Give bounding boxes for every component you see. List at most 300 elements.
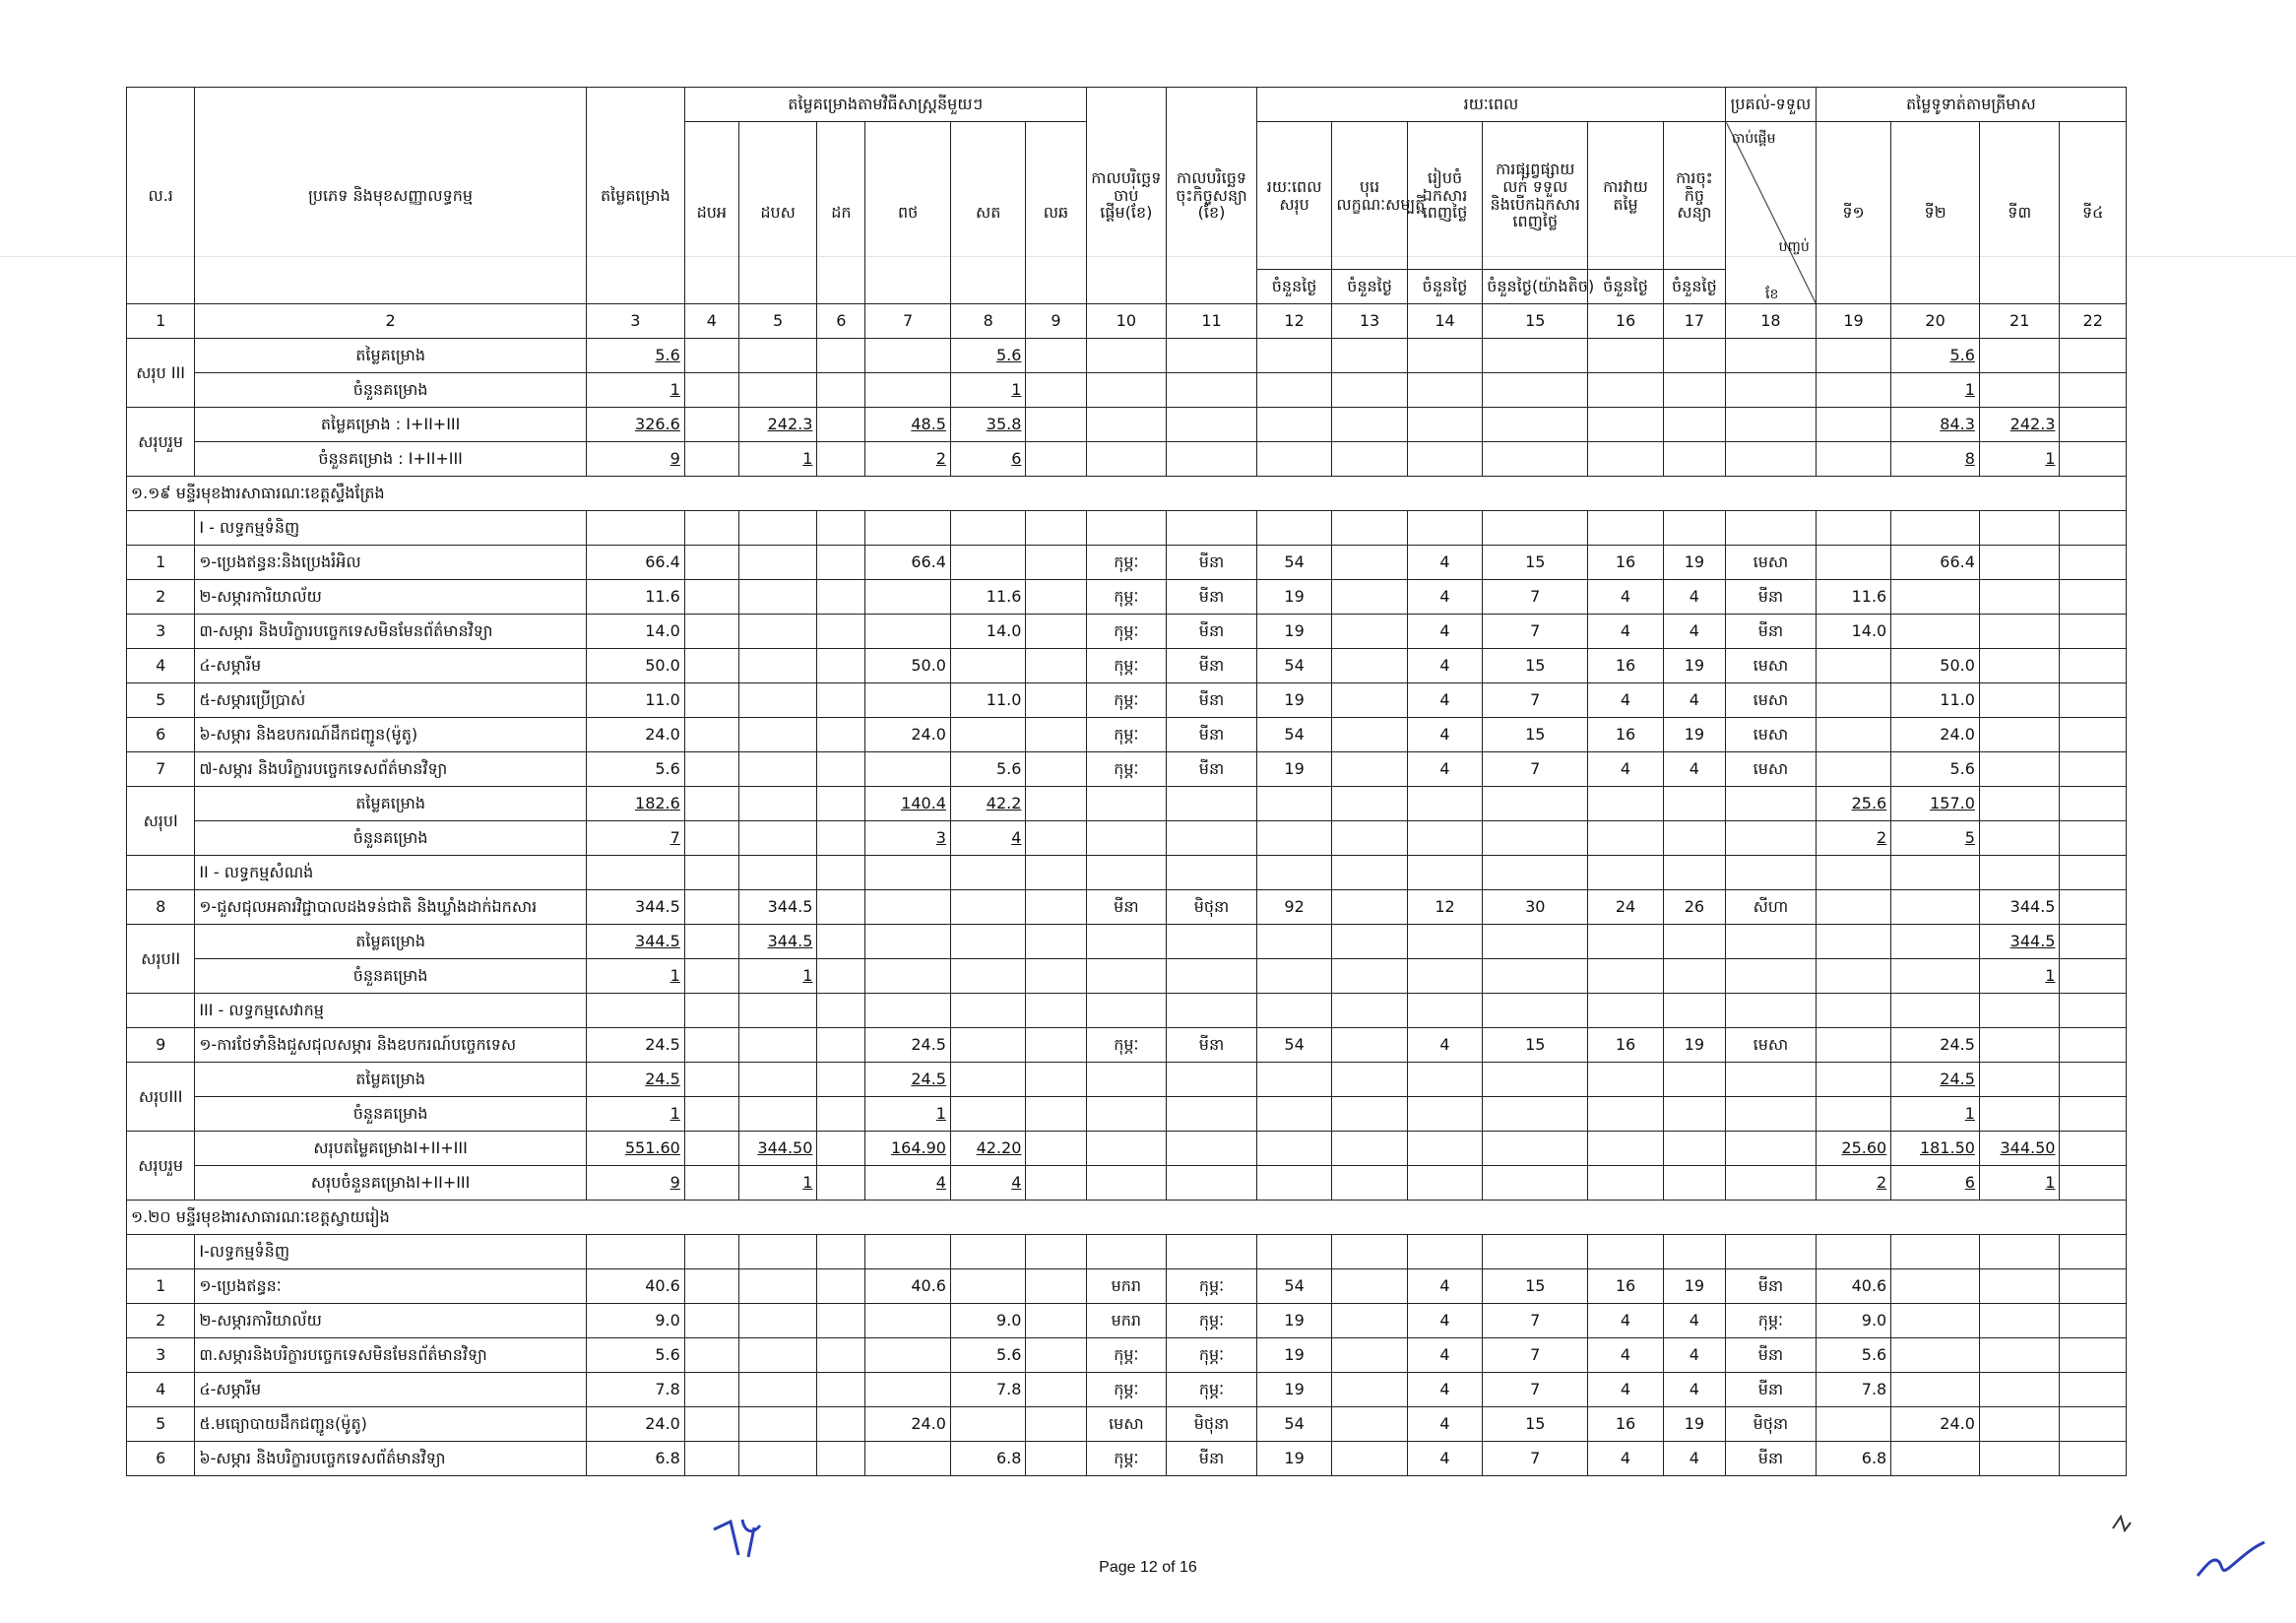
subtotal-row [127, 1097, 2127, 1132]
empty-cell [817, 1028, 865, 1063]
empty-cell [2060, 821, 2127, 856]
item-name: ២-សម្ភារការិយាល័យ [195, 1304, 587, 1338]
empty-cell [1256, 1235, 1331, 1269]
source-value: 24.5 [865, 1028, 951, 1063]
empty-cell [1663, 856, 1725, 890]
empty-cell [1483, 1097, 1588, 1132]
empty-cell [950, 546, 1025, 580]
empty-cell [1167, 511, 1257, 546]
empty-cell [1086, 925, 1167, 959]
source-value: 24.0 [865, 1407, 951, 1442]
subtotal-row [127, 821, 2127, 856]
empty-cell [1588, 821, 1663, 856]
subtotal-line: ចំនួនគម្រោង : I+II+III [195, 442, 587, 477]
item-cost: 344.5 [586, 890, 684, 925]
empty-cell [1483, 408, 1588, 442]
item-row [127, 649, 2127, 683]
group-title: II - លទ្ធកម្មសំណង់ [195, 856, 587, 890]
source-value: 5.6 [950, 1338, 1025, 1373]
empty-cell [684, 649, 738, 683]
empty-cell [1256, 511, 1331, 546]
column-number: 11 [1167, 304, 1257, 339]
empty-cell [684, 1166, 738, 1201]
subtotal-line: សរុបតម្លៃគម្រោងI+II+III [195, 1132, 587, 1166]
empty-cell [1407, 994, 1482, 1028]
start-month: កុម្ភៈ [1086, 1028, 1167, 1063]
empty-cell [950, 1063, 1025, 1097]
empty-cell [1663, 1132, 1725, 1166]
initial-signature-left [709, 1512, 768, 1561]
item-cost: 24.5 [586, 1028, 684, 1063]
item-number: 6 [127, 1442, 195, 1476]
sign-month: មីនា [1167, 546, 1257, 580]
start-month: មករា [1086, 1269, 1167, 1304]
empty-cell [817, 580, 865, 615]
empty-cell [865, 1442, 951, 1476]
empty-cell [817, 821, 865, 856]
duration-days [1332, 718, 1407, 752]
empty-cell [1026, 856, 1086, 890]
subtotal-source-count: 2 [865, 442, 951, 477]
item-name: ៥.មធ្យោបាយដឹកជញ្ជូន(ម៉ូតូ) [195, 1407, 587, 1442]
subtotal-cost: 344.5 [586, 925, 684, 959]
empty-cell [817, 1132, 865, 1166]
item-name: ១-ប្រេងឥន្ធនៈ [195, 1269, 587, 1304]
subtotal-quarter-value: 25.6 [1816, 787, 1890, 821]
empty-cell [2060, 649, 2127, 683]
empty-cell [1483, 959, 1588, 994]
empty-cell [1588, 787, 1663, 821]
quarter-header: ទី៣ [1979, 122, 2060, 304]
subtotal-label: សរុបIII [127, 1063, 195, 1132]
subtotal-line: ចំនួនគម្រោង [195, 373, 587, 408]
empty-cell [2060, 408, 2127, 442]
days-label: ចំនួនថ្ងៃ [1407, 270, 1482, 304]
empty-cell [1816, 752, 1890, 787]
sign-month: កុម្ភៈ [1167, 1269, 1257, 1304]
empty-cell [127, 994, 195, 1028]
item-number: 5 [127, 1407, 195, 1442]
duration-days: 54 [1256, 649, 1331, 683]
empty-cell [817, 373, 865, 408]
item-name: ៤-សម្ភារីម [195, 1373, 587, 1407]
col-sign-header: កាលបរិច្ឆេទចុះកិច្ចសន្យា (ខែ) [1167, 88, 1257, 304]
duration-days: 7 [1483, 1304, 1588, 1338]
empty-cell [865, 925, 951, 959]
quarter-value: 11.0 [1891, 683, 1980, 718]
subtotal-count: 1 [586, 959, 684, 994]
receive-month: មីនា [1726, 1442, 1817, 1476]
subtotal-label: សរុបI [127, 787, 195, 856]
duration-days: 19 [1256, 580, 1331, 615]
duration-days: 7 [1483, 615, 1588, 649]
empty-cell [127, 511, 195, 546]
empty-cell [1332, 994, 1407, 1028]
subtotal-quarter-count: 2 [1816, 821, 1890, 856]
quarter-value: 14.0 [1816, 615, 1890, 649]
empty-cell [1726, 1235, 1817, 1269]
subtotal-quarter-count: 1 [1979, 442, 2060, 477]
empty-cell [1588, 339, 1663, 373]
empty-cell [2060, 752, 2127, 787]
empty-cell [2060, 546, 2127, 580]
days-label: ចំនួនថ្ងៃ [1256, 270, 1331, 304]
empty-cell [684, 925, 738, 959]
empty-cell [1332, 925, 1407, 959]
duration-days: 12 [1407, 890, 1482, 925]
empty-cell [1891, 1373, 1980, 1407]
subtotal-line: តម្លៃគម្រោង [195, 787, 587, 821]
duration-days: 54 [1256, 1407, 1331, 1442]
duration-days: 4 [1407, 580, 1482, 615]
duration-days: 4 [1588, 1338, 1663, 1373]
empty-cell [684, 752, 738, 787]
days-label: ចំនួនថ្ងៃ(យ៉ាងតិច) [1483, 270, 1588, 304]
duration-days: 19 [1663, 546, 1725, 580]
empty-cell [1726, 925, 1817, 959]
item-cost: 66.4 [586, 546, 684, 580]
empty-cell [127, 856, 195, 890]
empty-cell [738, 1304, 817, 1338]
empty-cell [1256, 1063, 1331, 1097]
empty-cell [1891, 925, 1980, 959]
empty-cell [684, 1028, 738, 1063]
item-number: 1 [127, 1269, 195, 1304]
empty-cell [1026, 339, 1086, 373]
item-number: 8 [127, 890, 195, 925]
empty-cell [1483, 1235, 1588, 1269]
subtotal-quarter-value: 242.3 [1979, 408, 2060, 442]
duration-days: 7 [1483, 683, 1588, 718]
empty-cell [1726, 959, 1817, 994]
empty-cell [1332, 821, 1407, 856]
source-value: 24.0 [865, 718, 951, 752]
duration-days: 19 [1256, 1442, 1331, 1476]
sign-month: មិថុនា [1167, 1407, 1257, 1442]
empty-cell [1026, 511, 1086, 546]
empty-cell [1663, 511, 1725, 546]
empty-cell [1483, 1132, 1588, 1166]
subtotal-count: 9 [586, 1166, 684, 1201]
empty-cell [1816, 718, 1890, 752]
receive-month: មេសា [1726, 683, 1817, 718]
receive-month: មីនា [1726, 1338, 1817, 1373]
empty-cell [1726, 1097, 1817, 1132]
subtotal-quarter-count: 8 [1891, 442, 1980, 477]
group-row [127, 856, 2127, 890]
duration-days: 4 [1663, 615, 1725, 649]
source-col-header: លឆ [1026, 122, 1086, 304]
empty-cell [1167, 408, 1257, 442]
duration-days: 54 [1256, 718, 1331, 752]
start-month: កុម្ភៈ [1086, 615, 1167, 649]
empty-cell [1483, 994, 1588, 1028]
empty-cell [865, 373, 951, 408]
procurement-plan-table [126, 87, 2127, 1476]
empty-cell [2060, 1235, 2127, 1269]
empty-cell [865, 339, 951, 373]
duration-days: 4 [1407, 1373, 1482, 1407]
days-label: ចំនួនថ្ងៃ [1663, 270, 1725, 304]
item-cost: 11.0 [586, 683, 684, 718]
empty-cell [1726, 373, 1817, 408]
empty-cell [2060, 1028, 2127, 1063]
duration-days: 4 [1407, 1338, 1482, 1373]
empty-cell [1407, 1132, 1482, 1166]
empty-cell [738, 1269, 817, 1304]
empty-cell [950, 994, 1025, 1028]
duration-days: 19 [1256, 1373, 1331, 1407]
empty-cell [1979, 511, 2060, 546]
empty-cell [1026, 442, 1086, 477]
item-number: 4 [127, 649, 195, 683]
receive-month: កុម្ភៈ [1726, 1304, 1817, 1338]
subtotal-source-count: 6 [950, 442, 1025, 477]
duration-days: 24 [1588, 890, 1663, 925]
empty-cell [817, 1373, 865, 1407]
receive-month: មេសា [1726, 649, 1817, 683]
empty-cell [1026, 925, 1086, 959]
duration-days: 4 [1407, 649, 1482, 683]
quarter-value: 40.6 [1816, 1269, 1890, 1304]
empty-cell [950, 959, 1025, 994]
item-number: 2 [127, 580, 195, 615]
empty-cell [1891, 1338, 1980, 1373]
empty-cell [2060, 580, 2127, 615]
empty-cell [1332, 1097, 1407, 1132]
source-value: 7.8 [950, 1373, 1025, 1407]
sign-month: មីនា [1167, 1028, 1257, 1063]
empty-cell [684, 1269, 738, 1304]
receive-month: មីនា [1726, 580, 1817, 615]
empty-cell [950, 856, 1025, 890]
empty-cell [127, 1235, 195, 1269]
subtotal-quarter-value: 181.50 [1891, 1132, 1980, 1166]
empty-cell [1663, 1166, 1725, 1201]
empty-cell [1026, 1338, 1086, 1373]
subtotal-row [127, 1166, 2127, 1201]
source-value: 66.4 [865, 546, 951, 580]
subtotal-source-value: 42.20 [950, 1132, 1025, 1166]
empty-cell [865, 1304, 951, 1338]
empty-cell [738, 1028, 817, 1063]
duration-days: 15 [1483, 649, 1588, 683]
subtotal-quarter-count: 1 [1891, 1097, 1980, 1132]
duration-days: 54 [1256, 546, 1331, 580]
subtotal-source-count: 4 [950, 1166, 1025, 1201]
subtotal-source-value: 344.50 [738, 1132, 817, 1166]
empty-cell [738, 1407, 817, 1442]
item-cost: 50.0 [586, 649, 684, 683]
empty-cell [817, 1442, 865, 1476]
subtotal-source-value: 140.4 [865, 787, 951, 821]
duration-days [1332, 1338, 1407, 1373]
empty-cell [1979, 718, 2060, 752]
empty-cell [1026, 580, 1086, 615]
duration-days [1332, 649, 1407, 683]
empty-cell [1979, 1338, 2060, 1373]
empty-cell [1663, 442, 1725, 477]
quarter-value: 50.0 [1891, 649, 1980, 683]
empty-cell [2060, 1132, 2127, 1166]
empty-cell [1483, 1166, 1588, 1201]
duration-days: 16 [1588, 649, 1663, 683]
empty-cell [1026, 752, 1086, 787]
empty-cell [684, 408, 738, 442]
empty-cell [1588, 925, 1663, 959]
subtotal-source-count: 4 [950, 821, 1025, 856]
duration-days: 4 [1407, 1028, 1482, 1063]
empty-cell [817, 856, 865, 890]
receive-month: មីនា [1726, 615, 1817, 649]
subtotal-row [127, 373, 2127, 408]
quarter-value: 66.4 [1891, 546, 1980, 580]
empty-cell [2060, 1304, 2127, 1338]
subtotal-row [127, 959, 2127, 994]
duration-days: 19 [1256, 615, 1331, 649]
duration-days: 4 [1663, 683, 1725, 718]
empty-cell [1026, 1097, 1086, 1132]
section-row [127, 477, 2127, 511]
empty-cell [1407, 1235, 1482, 1269]
item-row [127, 1407, 2127, 1442]
empty-cell [684, 580, 738, 615]
duration-days: 15 [1483, 546, 1588, 580]
empty-cell [1816, 339, 1890, 373]
empty-cell [817, 925, 865, 959]
duration-days: 4 [1407, 615, 1482, 649]
duration-days [1332, 546, 1407, 580]
subtotal-quarter-value: 25.60 [1816, 1132, 1890, 1166]
item-row [127, 1028, 2127, 1063]
item-name: ៤-សម្ភារីម [195, 649, 587, 683]
empty-cell [1816, 1028, 1890, 1063]
sign-month: កុម្ភៈ [1167, 1338, 1257, 1373]
duration-col-header: ការចុះកិច្ចសន្យា [1663, 122, 1725, 270]
subtotal-quarter-value: 84.3 [1891, 408, 1980, 442]
source-col-header: ដបអ [684, 122, 738, 304]
subtotal-cost: 5.6 [586, 339, 684, 373]
empty-cell [1256, 1166, 1331, 1201]
empty-cell [2060, 959, 2127, 994]
empty-cell [738, 683, 817, 718]
empty-cell [1663, 339, 1725, 373]
source-value: 9.0 [950, 1304, 1025, 1338]
empty-cell [1726, 339, 1817, 373]
empty-cell [1588, 1097, 1663, 1132]
duration-days: 4 [1407, 1442, 1482, 1476]
empty-cell [1816, 1063, 1890, 1097]
duration-days [1332, 580, 1407, 615]
empty-cell [1167, 821, 1257, 856]
empty-cell [1483, 856, 1588, 890]
column-number: 3 [586, 304, 684, 339]
subtotal-quarter-value: 5.6 [1891, 339, 1980, 373]
source-value: 40.6 [865, 1269, 951, 1304]
empty-cell [1979, 546, 2060, 580]
quarter-value: 9.0 [1816, 1304, 1890, 1338]
empty-cell [2060, 615, 2127, 649]
empty-cell [1026, 1269, 1086, 1304]
empty-cell [1588, 1132, 1663, 1166]
empty-cell [1407, 339, 1482, 373]
duration-days [1332, 1304, 1407, 1338]
empty-cell [817, 1097, 865, 1132]
empty-cell [2060, 890, 2127, 925]
empty-cell [1891, 994, 1980, 1028]
empty-cell [1026, 1235, 1086, 1269]
item-row [127, 580, 2127, 615]
section-title: ១.២០ មន្ទីរមុខងារសាធារណៈខេត្តស្វាយរៀង [127, 1201, 2127, 1235]
empty-cell [1256, 959, 1331, 994]
sign-month: មីនា [1167, 615, 1257, 649]
empty-cell [950, 1407, 1025, 1442]
column-number: 2 [195, 304, 587, 339]
empty-cell [1086, 408, 1167, 442]
duration-days [1332, 1028, 1407, 1063]
subtotal-line: តម្លៃគម្រោង [195, 1063, 587, 1097]
subtotal-source-count: 1 [865, 1097, 951, 1132]
empty-cell [586, 856, 684, 890]
empty-cell [1332, 1132, 1407, 1166]
item-number: 3 [127, 1338, 195, 1373]
empty-cell [817, 752, 865, 787]
empty-cell [1086, 959, 1167, 994]
empty-cell [1167, 442, 1257, 477]
empty-cell [1332, 1063, 1407, 1097]
empty-cell [1483, 925, 1588, 959]
empty-cell [684, 856, 738, 890]
empty-cell [1086, 1235, 1167, 1269]
empty-cell [1979, 580, 2060, 615]
empty-cell [738, 1338, 817, 1373]
empty-cell [2060, 787, 2127, 821]
empty-cell [865, 615, 951, 649]
item-row [127, 1442, 2127, 1476]
empty-cell [1726, 821, 1817, 856]
item-number: 7 [127, 752, 195, 787]
column-number: 6 [817, 304, 865, 339]
source-col-header: ដបស [738, 122, 817, 304]
empty-cell [865, 856, 951, 890]
empty-cell [738, 615, 817, 649]
empty-cell [2060, 1166, 2127, 1201]
empty-cell [1816, 546, 1890, 580]
column-number: 12 [1256, 304, 1331, 339]
empty-cell [865, 890, 951, 925]
subtotal-label: សរុបរួម [127, 1132, 195, 1201]
empty-cell [1026, 1028, 1086, 1063]
subtotal-row [127, 1063, 2127, 1097]
empty-cell [1407, 821, 1482, 856]
page-number: Page 12 of 16 [1099, 1559, 1197, 1576]
column-number: 13 [1332, 304, 1407, 339]
duration-days: 19 [1256, 1338, 1331, 1373]
empty-cell [684, 615, 738, 649]
item-name: ៣-សម្ភារ និងបរិក្ខារបច្ចេកទេសមិនមែនព័ត៌មានវិទ្យា [195, 615, 587, 649]
empty-cell [817, 546, 865, 580]
empty-cell [1026, 615, 1086, 649]
start-month: កុម្ភៈ [1086, 580, 1167, 615]
empty-cell [2060, 925, 2127, 959]
item-cost: 7.8 [586, 1373, 684, 1407]
empty-cell [817, 1166, 865, 1201]
item-row [127, 1304, 2127, 1338]
duration-days: 92 [1256, 890, 1331, 925]
empty-cell [1891, 856, 1980, 890]
empty-cell [1026, 994, 1086, 1028]
empty-cell [865, 752, 951, 787]
